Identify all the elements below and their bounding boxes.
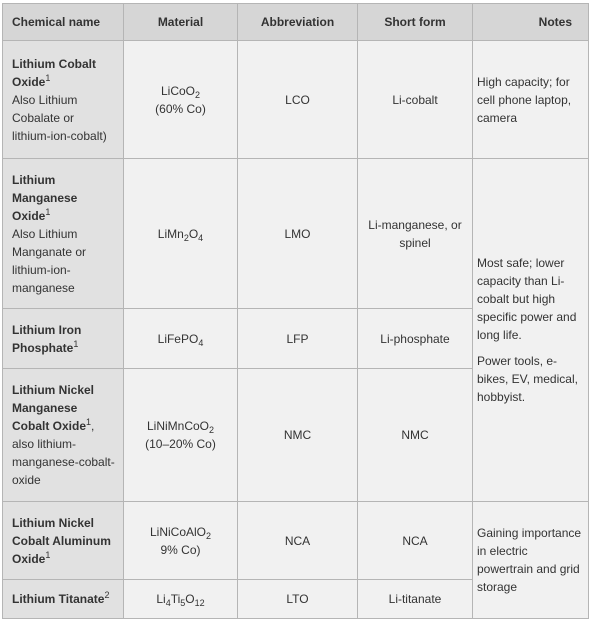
chemical-name-cell bbox=[3, 309, 124, 369]
chemical-name-cell bbox=[3, 41, 124, 159]
chemical-name-extra: also lithium-manganese-cobalt-oxide bbox=[12, 437, 115, 487]
chemical-name: Lithium Nickel Cobalt Aluminum Oxide bbox=[12, 515, 111, 566]
chemical-name: Lithium Nickel Manganese Cobalt Oxide bbox=[12, 383, 95, 433]
material-cell bbox=[124, 580, 238, 619]
chemical-name-extra: Also Lithium Manganate or lithium-ion-manganese bbox=[12, 226, 87, 295]
notes-text: Gaining importance in electric powertrain and grid storage bbox=[477, 526, 582, 594]
footnote-marker: 1 bbox=[45, 549, 51, 560]
header-notes: Notes bbox=[473, 4, 589, 41]
header-material: Material bbox=[124, 4, 238, 41]
notes-cell bbox=[473, 159, 589, 502]
abbreviation-cell: LTO bbox=[238, 580, 358, 619]
chemistry-table bbox=[2, 3, 589, 619]
footnote-marker: 1 bbox=[45, 72, 51, 83]
abbreviation-cell: NMC bbox=[238, 369, 358, 502]
short-form-cell: Li-cobalt bbox=[358, 41, 473, 159]
material-note: (60% Co) bbox=[155, 101, 206, 116]
notes-text: High capacity; for cell phone laptop, camera bbox=[477, 74, 572, 125]
notes-text: Power tools, e-bikes, EV, medical, hobbyist. bbox=[477, 354, 578, 404]
abbreviation-cell: LFP bbox=[238, 309, 358, 369]
material-formula: LiCoO$_2$ bbox=[160, 83, 201, 100]
material-cell bbox=[124, 502, 238, 580]
abbreviation-cell: LCO bbox=[238, 41, 358, 159]
short-form-cell: Li-manganese, or spinel bbox=[358, 159, 473, 309]
material-formula: LiNiMnCoO$_2$ bbox=[146, 419, 215, 435]
chemical-name: Lithium Titanate bbox=[12, 592, 105, 606]
chemical-name-extra: Also Lithium Cobalate or lithium-ion-cobalt) bbox=[12, 92, 107, 143]
abbreviation-cell: NCA bbox=[238, 502, 358, 580]
material-cell bbox=[124, 309, 238, 369]
material-formula: LiFePO$_4$ bbox=[157, 331, 204, 348]
material-note: (10–20% Co) bbox=[145, 437, 216, 451]
short-form-cell: Li-phosphate bbox=[358, 309, 473, 369]
notes-text: Most safe; lower capacity than Li-cobalt but high specific power and long life. bbox=[477, 256, 577, 342]
footnote-marker: 1 bbox=[45, 206, 51, 217]
short-form-cell: Li-titanate bbox=[358, 580, 473, 619]
material-cell bbox=[124, 369, 238, 502]
table-row bbox=[3, 159, 589, 309]
header-chemical-name: Chemical name bbox=[3, 4, 124, 41]
chemical-name-cell bbox=[3, 580, 124, 619]
chemical-name-cell bbox=[3, 502, 124, 580]
footnote-marker: 1 bbox=[73, 338, 79, 349]
short-form-cell: NMC bbox=[358, 369, 473, 502]
short-form-cell: NCA bbox=[358, 502, 473, 580]
chemical-name: Lithium Cobalt Oxide bbox=[12, 56, 96, 89]
material-cell bbox=[124, 41, 238, 159]
header-abbreviation: Abbreviation bbox=[238, 4, 358, 41]
header-short-form: Short form bbox=[358, 4, 473, 41]
notes-cell bbox=[473, 502, 589, 619]
material-cell bbox=[124, 159, 238, 309]
table-header-row bbox=[3, 4, 589, 41]
material-formula: $Li_4Ti_5O_{12}$ bbox=[156, 592, 205, 608]
table-row bbox=[3, 502, 589, 580]
material-formula: $LiMn_2O_4$ bbox=[157, 226, 204, 243]
material-note: 9% Co) bbox=[160, 542, 201, 557]
chemical-name: Lithium Iron Phosphate bbox=[12, 322, 82, 355]
chemical-name-cell: Lithium Nickel Manganese Cobalt Oxide$^1$, also lithium-manganese-cobalt-oxide bbox=[3, 369, 124, 502]
chemical-name-cell bbox=[3, 159, 124, 309]
table-row bbox=[3, 41, 589, 159]
footnote-marker: 2 bbox=[104, 590, 110, 600]
material-formula: LiNiCoAlO$_2$ bbox=[149, 524, 212, 541]
footnote-marker: 1 bbox=[86, 417, 92, 427]
abbreviation-cell: LMO bbox=[238, 159, 358, 309]
notes-cell bbox=[473, 41, 589, 159]
chemical-name: Lithium Manganese Oxide bbox=[12, 172, 78, 223]
